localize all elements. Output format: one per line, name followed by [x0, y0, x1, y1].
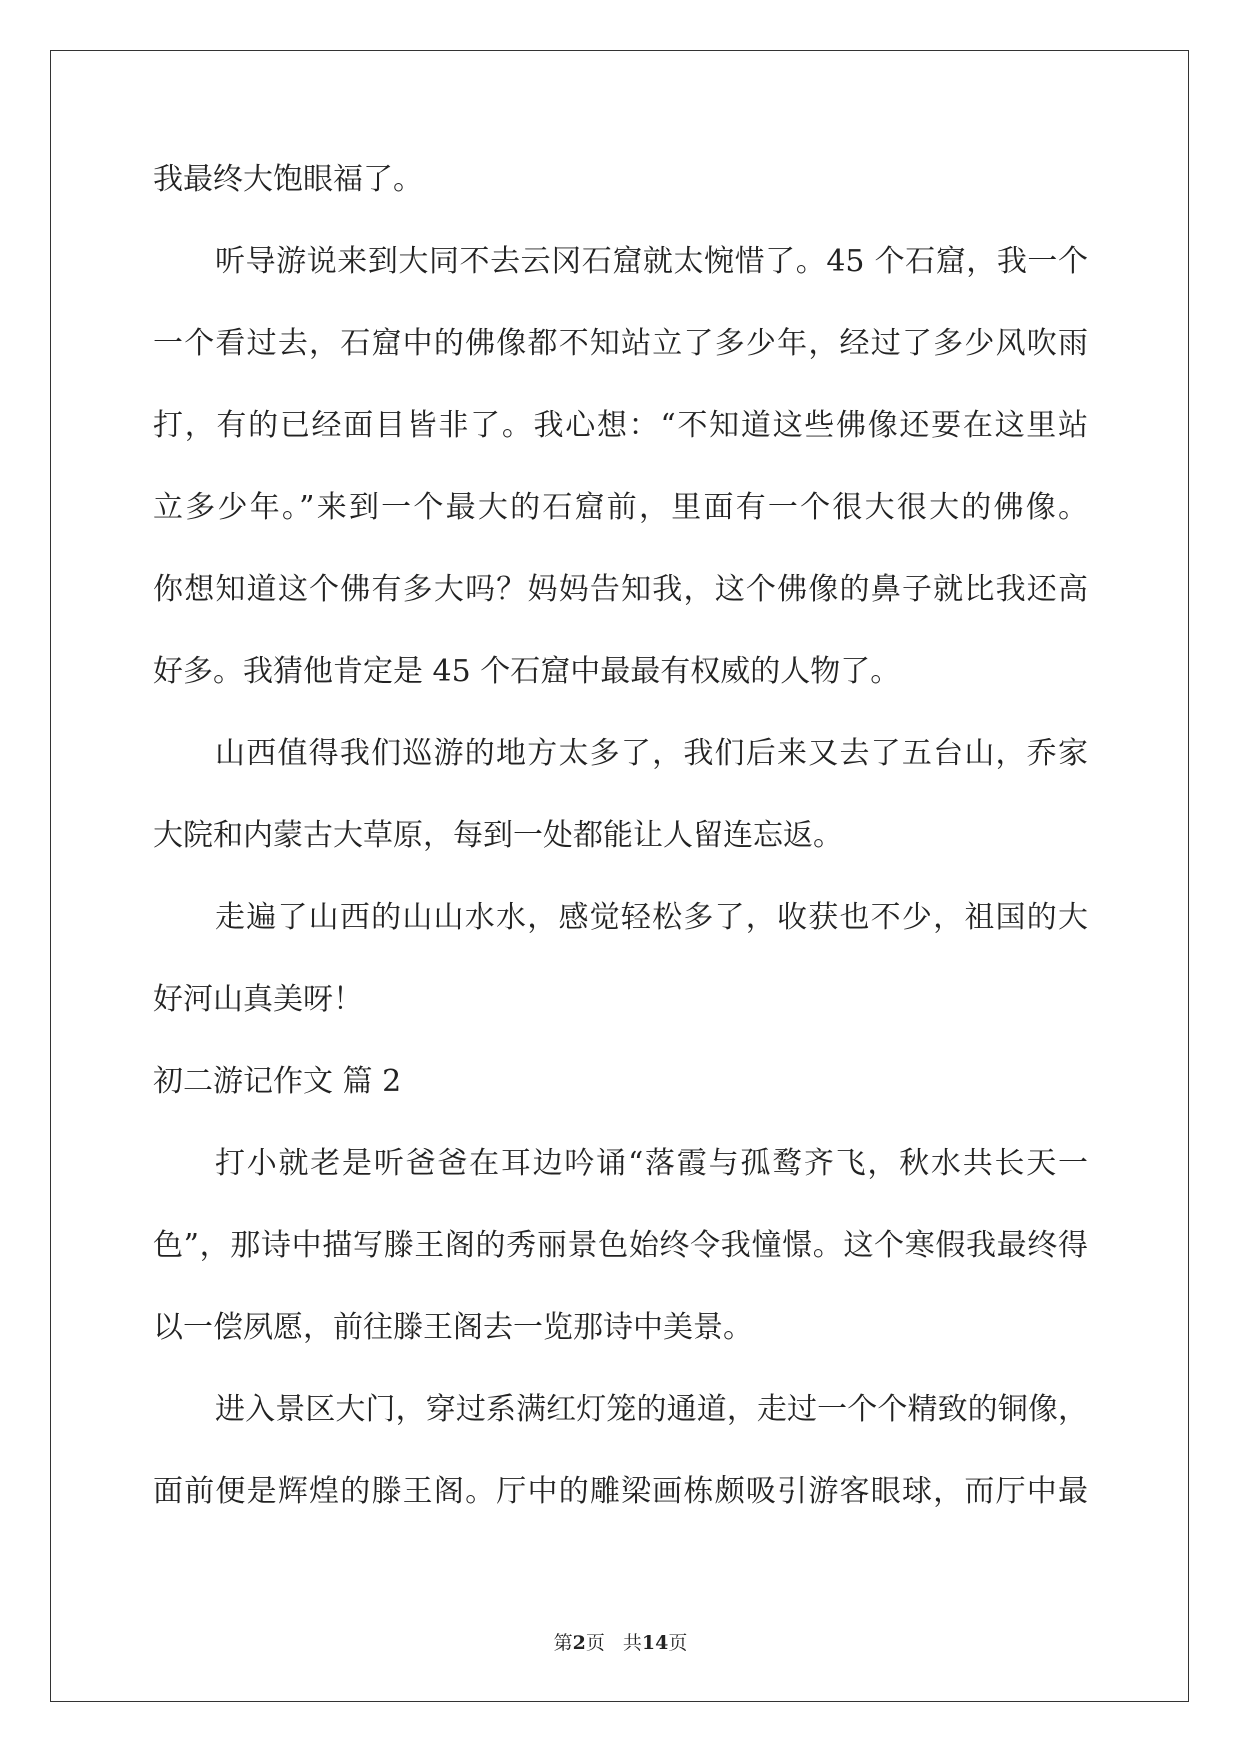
page-suffix: 页	[585, 1632, 605, 1654]
text-line: 走遍了山西的山山水水，感觉轻松多了，收获也不少，祖国的大	[215, 900, 1088, 935]
total-suffix: 页	[668, 1632, 688, 1654]
text-line: 好河山真美呀！	[153, 982, 363, 1017]
text-line: 色”，那诗中描写滕王阁的秀丽景色始终令我憧憬。这个寒假我最终得	[153, 1228, 1088, 1263]
text-line: 以一偿夙愿，前往滕王阁去一览那诗中美景。	[153, 1310, 753, 1345]
text-line: 我最终大饱眼福了。	[153, 162, 423, 197]
text-line: 进入景区大门，穿过系满红灯笼的通道，走过一个个精致的铜像，	[215, 1392, 1088, 1427]
page-total: 14	[641, 1632, 669, 1654]
text-line: 听导游说来到大同不去云冈石窟就太惋惜了。45 个石窟，我一个	[215, 244, 1088, 279]
page-prefix: 第	[553, 1632, 573, 1654]
text-line: 打，有的已经面目皆非了。我心想：“不知道这些佛像还要在这里站	[153, 408, 1088, 443]
text-line: 一个看过去，石窟中的佛像都不知站立了多少年，经过了多少风吹雨	[153, 326, 1088, 361]
text-line: 打小就老是听爸爸在耳边吟诵“落霞与孤鹜齐飞，秋水共长天一	[215, 1146, 1088, 1181]
page-current: 2	[572, 1632, 586, 1654]
section-heading: 初二游记作文 篇 2	[153, 1064, 402, 1099]
text-line: 山西值得我们巡游的地方太多了，我们后来又去了五台山，乔家	[215, 736, 1088, 771]
total-prefix: 共	[622, 1632, 642, 1654]
text-line: 立多少年。”来到一个最大的石窟前，里面有一个很大很大的佛像。	[153, 490, 1088, 525]
page-footer	[0, 1628, 1241, 1655]
text-line: 面前便是辉煌的滕王阁。厅中的雕梁画栋颇吸引游客眼球，而厅中最	[153, 1474, 1088, 1509]
text-line: 好多。我猜他肯定是 45 个石窟中最最有权威的人物了。	[153, 654, 901, 689]
document-body	[153, 155, 1088, 1549]
text-line: 大院和内蒙古大草原，每到一处都能让人留连忘返。	[153, 818, 843, 853]
text-line: 你想知道这个佛有多大吗？妈妈告知我，这个佛像的鼻子就比我还高	[153, 572, 1088, 607]
